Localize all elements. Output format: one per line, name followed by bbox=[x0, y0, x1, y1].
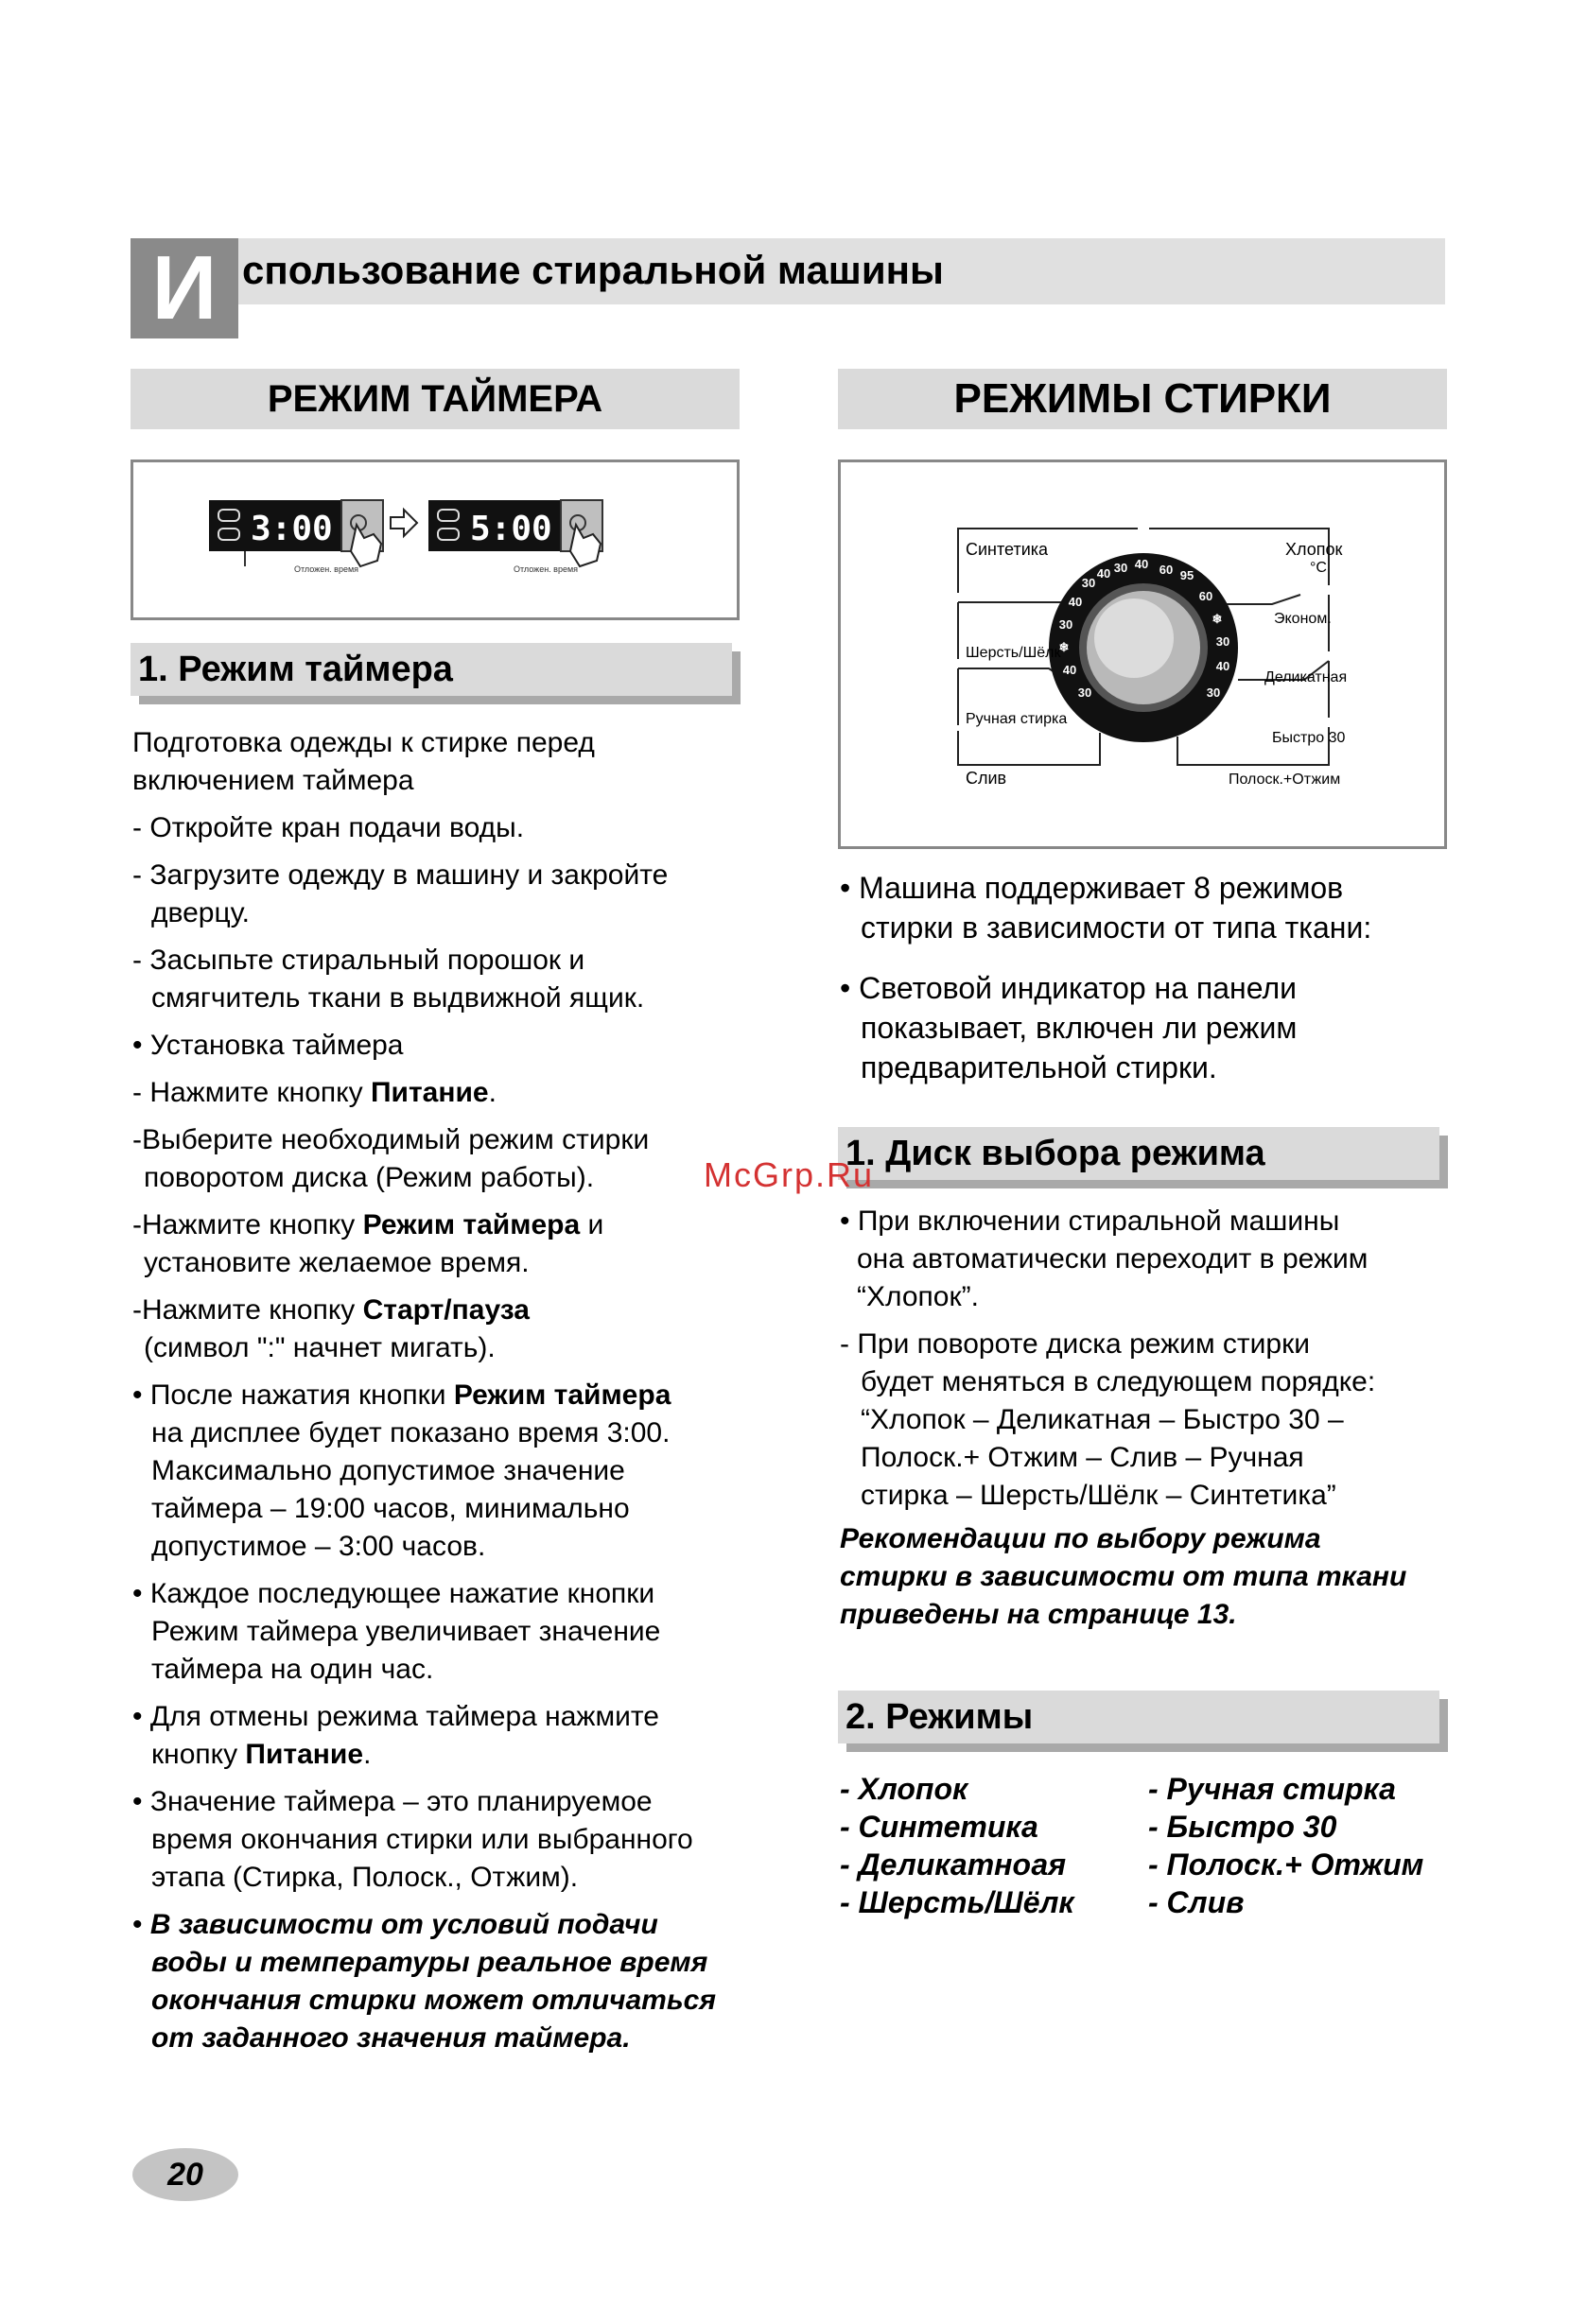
mode-item: - Быстро 30 bbox=[1148, 1810, 1337, 1844]
instruction-line: Режим таймера увеличивает значение bbox=[151, 1616, 661, 1647]
dial-label-hand-wash: Ручная стирка bbox=[966, 711, 1068, 727]
recommendation-line: Рекомендации по выбору режима bbox=[840, 1523, 1321, 1554]
instruction-line: - Засыпьте стиральный порошок и bbox=[132, 945, 585, 976]
svg-text:30: 30 bbox=[1215, 634, 1230, 649]
warning-line: окончания стирки может отличаться bbox=[151, 1985, 716, 2016]
instruction-line: -Нажмите кнопку Старт/пауза bbox=[132, 1294, 530, 1326]
mode-dial-illustration bbox=[838, 460, 1447, 849]
dial-text-line: • При включении стиральной машины bbox=[840, 1205, 1340, 1237]
mode-item: - Деликатноая bbox=[840, 1847, 1067, 1882]
instruction-line: • Установка таймера bbox=[132, 1030, 404, 1061]
svg-text:30: 30 bbox=[1081, 576, 1096, 590]
instruction-line: -Выберите необходимый режим стирки bbox=[132, 1124, 650, 1155]
instruction-line: • Для отмены режима таймера нажмите bbox=[132, 1701, 659, 1732]
svg-text:40: 40 bbox=[1068, 595, 1083, 609]
subheader-mode-dial: 1. Диск выбора режима bbox=[838, 1127, 1439, 1180]
section-title-modes: РЕЖИМЫ СТИРКИ bbox=[838, 369, 1447, 429]
mode-dial-text bbox=[840, 1203, 1464, 1634]
bullet-line: предварительной стирки. bbox=[861, 1050, 1217, 1084]
display-value-2: 5:00 bbox=[470, 510, 552, 548]
caption-1: Отложен. время bbox=[294, 564, 359, 574]
intro-line: включением таймера bbox=[132, 765, 414, 796]
dial-label-delicate: Деликатная bbox=[1264, 669, 1348, 685]
svg-text:60: 60 bbox=[1159, 563, 1174, 577]
instruction-line: установите желаемое время. bbox=[144, 1247, 530, 1278]
dial-label-rinse-spin: Полоск.+Отжим bbox=[1229, 772, 1341, 788]
instruction-line: смягчитель ткани в выдвижной ящик. bbox=[151, 982, 645, 1014]
page-number: 20 bbox=[132, 2148, 238, 2201]
instruction-line: • После нажатия кнопки Режим таймера bbox=[132, 1379, 671, 1411]
mode-item: - Слив bbox=[1148, 1885, 1245, 1919]
svg-text:❄: ❄ bbox=[1212, 612, 1223, 626]
dial-label-cotton: Хлопок bbox=[1285, 540, 1343, 559]
instruction-line: поворотом диска (Режим работы). bbox=[144, 1162, 595, 1193]
dial-text-line: Полоск.+ Отжим – Слив – Ручная bbox=[861, 1442, 1304, 1473]
section-title-timer: РЕЖИМ ТАЙМЕРА bbox=[131, 369, 740, 429]
bullet-line: • Световой индикатор на панели bbox=[840, 971, 1297, 1005]
mode-item: - Хлопок bbox=[840, 1772, 968, 1806]
dial-text-line: будет меняться в следующем порядке: bbox=[861, 1366, 1376, 1397]
dial-text-line: стирка – Шерсть/Шёлк – Синтетика” bbox=[861, 1480, 1336, 1511]
mode-dial-svg bbox=[841, 462, 1444, 846]
watermark: McGrp.Ru bbox=[704, 1155, 875, 1194]
instruction-line: таймера – 19:00 часов, минимально bbox=[151, 1493, 630, 1524]
instruction-line: этапа (Стирка, Полоск., Отжим). bbox=[151, 1862, 579, 1893]
instruction-line: дверцу. bbox=[151, 897, 250, 928]
arrow-right-icon bbox=[391, 510, 417, 536]
instruction-line: кнопку Питание. bbox=[151, 1739, 372, 1770]
instruction-line: время окончания стирки или выбранного bbox=[151, 1824, 693, 1855]
dial-label-wool-silk: Шерсть/Шёлк bbox=[966, 645, 1061, 661]
svg-text:30: 30 bbox=[1113, 561, 1128, 575]
instruction-line: допустимое – 3:00 часов. bbox=[151, 1531, 486, 1562]
instruction-line: - Нажмите кнопку Питание. bbox=[132, 1077, 497, 1108]
display-value-1: 3:00 bbox=[251, 510, 333, 548]
caption-2: Отложен. время bbox=[514, 564, 579, 574]
svg-text:❄: ❄ bbox=[1058, 640, 1070, 654]
instruction-line: -Нажмите кнопку Режим таймера и bbox=[132, 1209, 604, 1240]
dial-label-celsius: °C bbox=[1310, 560, 1327, 576]
intro-line: Подготовка одежды к стирке перед bbox=[132, 727, 595, 758]
timer-instructions bbox=[132, 724, 757, 2057]
modes-list-col2 bbox=[1148, 1770, 1451, 1921]
svg-text:40: 40 bbox=[1096, 566, 1111, 581]
instruction-line: - Загрузите одежду в машину и закройте bbox=[132, 859, 669, 891]
dial-text-line: - При повороте диска режим стирки bbox=[840, 1328, 1310, 1360]
dial-label-drain: Слив bbox=[966, 769, 1007, 788]
svg-text:40: 40 bbox=[1215, 659, 1230, 673]
subheader-modes: 2. Режимы bbox=[838, 1691, 1439, 1743]
recommendation-line: стирки в зависимости от типа ткани bbox=[840, 1561, 1407, 1592]
instruction-line: - Откройте кран подачи воды. bbox=[132, 812, 525, 843]
warning-line: воды и температуры реальное время bbox=[151, 1947, 708, 1978]
svg-text:30: 30 bbox=[1206, 685, 1221, 700]
dial-text-line: “Хлопок – Деликатная – Быстро 30 – bbox=[861, 1404, 1344, 1435]
timer-display-svg bbox=[133, 462, 737, 617]
mode-item: - Синтетика bbox=[840, 1810, 1038, 1844]
instruction-line: (символ ":" начнет мигать). bbox=[144, 1332, 496, 1363]
dial-label-eco: Эконом. bbox=[1274, 611, 1332, 627]
modes-description bbox=[840, 868, 1464, 1087]
title-initial: И bbox=[131, 238, 238, 338]
dial-text-line: она автоматически переходит в режим bbox=[857, 1243, 1369, 1275]
svg-text:30: 30 bbox=[1058, 617, 1073, 632]
dial-label-synthetics: Синтетика bbox=[966, 540, 1049, 559]
mode-item: - Шерсть/Шёлк bbox=[840, 1885, 1074, 1919]
mode-item: - Ручная стирка bbox=[1148, 1772, 1396, 1806]
dial-text-line: “Хлопок”. bbox=[857, 1281, 979, 1312]
warning-line: от заданного значения таймера. bbox=[151, 2022, 631, 2054]
recommendation-line: приведены на странице 13. bbox=[840, 1599, 1237, 1630]
instruction-line: Максимально допустимое значение bbox=[151, 1455, 625, 1486]
dial-label-quick30: Быстро 30 bbox=[1272, 730, 1346, 746]
timer-illustration bbox=[131, 460, 740, 620]
instruction-line: таймера на один час. bbox=[151, 1654, 434, 1685]
bullet-line: стирки в зависимости от типа ткани: bbox=[861, 911, 1372, 945]
svg-text:40: 40 bbox=[1134, 557, 1149, 571]
bullet-line: • Машина поддерживает 8 режимов bbox=[840, 871, 1344, 905]
svg-text:95: 95 bbox=[1179, 568, 1194, 582]
svg-text:40: 40 bbox=[1062, 663, 1077, 677]
subheader-timer-mode: 1. Режим таймера bbox=[131, 643, 732, 696]
instruction-line: • Значение таймера – это планируемое bbox=[132, 1786, 653, 1817]
modes-list-col1 bbox=[840, 1770, 1142, 1921]
warning-line: • В зависимости от условий подачи bbox=[132, 1909, 658, 1940]
svg-text:60: 60 bbox=[1198, 589, 1213, 603]
page-title: спользование стиральной машины bbox=[242, 248, 944, 292]
svg-text:30: 30 bbox=[1077, 685, 1092, 700]
instruction-line: • Каждое последующее нажатие кнопки bbox=[132, 1578, 655, 1609]
bullet-line: показывает, включен ли режим bbox=[861, 1011, 1298, 1045]
mode-item: - Полоск.+ Отжим bbox=[1148, 1847, 1424, 1882]
instruction-line: на дисплее будет показано время 3:00. bbox=[151, 1417, 671, 1448]
